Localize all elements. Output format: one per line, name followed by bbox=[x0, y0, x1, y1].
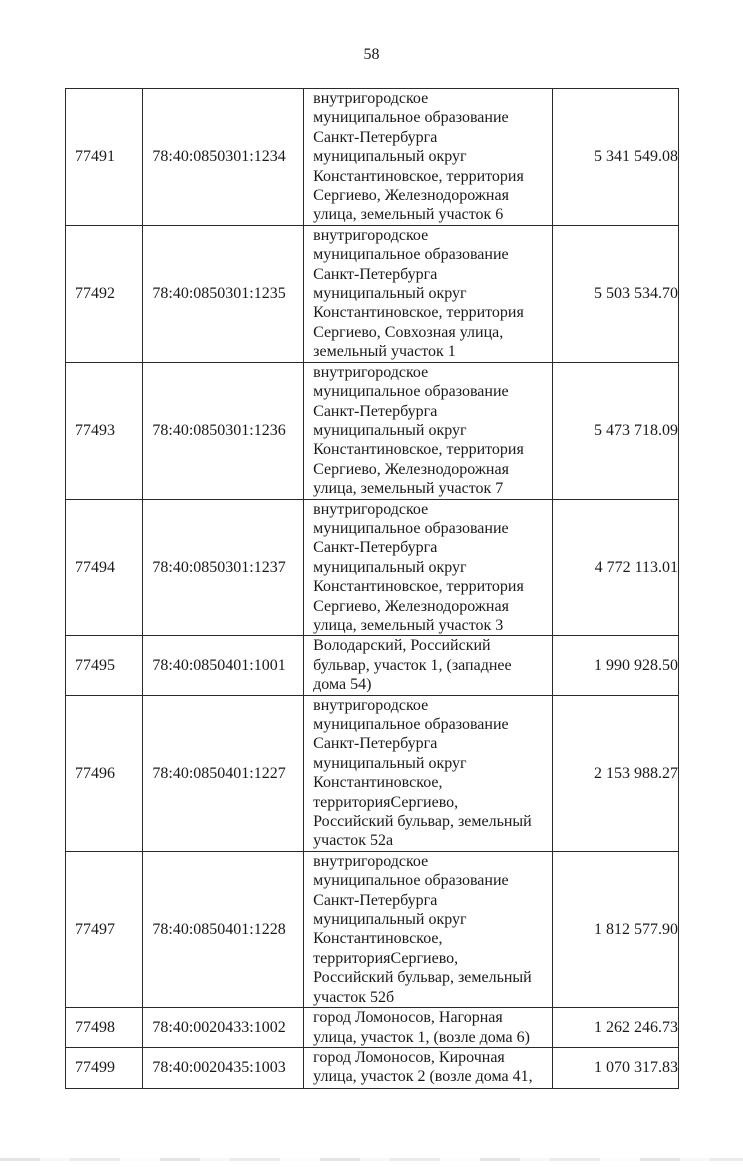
address-line: Сергиево, Железнодорожная bbox=[313, 187, 509, 205]
address-line: муниципальное образование bbox=[313, 519, 509, 537]
address-line: улица, земельный участок 6 bbox=[313, 206, 504, 224]
address-line: улица, участок 2 (возле дома 41, bbox=[313, 1068, 533, 1086]
table-row bbox=[66, 1047, 679, 1088]
table-row bbox=[66, 1008, 679, 1048]
scan-edge-artifact bbox=[0, 1158, 743, 1161]
address-line: муниципальный округ bbox=[313, 421, 467, 439]
address-cell bbox=[304, 695, 553, 851]
address-line: Константиновское, bbox=[313, 930, 443, 948]
address-cell bbox=[304, 499, 553, 636]
address-line: бульвар, участок 1, (западнее bbox=[313, 656, 512, 674]
address-line: муниципальный округ bbox=[313, 558, 467, 576]
address-line: муниципальное образование bbox=[313, 716, 509, 733]
address-line: Сергиево, Совхозная улица, bbox=[313, 323, 504, 341]
cadastral-number: 78:40:0850401:1001 bbox=[143, 636, 304, 695]
address-line: Сергиево, Железнодорожная bbox=[313, 460, 509, 478]
cadastral-number: 78:40:0850401:1228 bbox=[143, 851, 304, 1007]
page-number: 58 bbox=[363, 46, 380, 63]
address-line: Сергиево, Железнодорожная bbox=[313, 597, 509, 615]
address-line: внутригородское bbox=[313, 363, 429, 381]
address-line: земельный участок 1 bbox=[313, 343, 456, 361]
cadastral-value: 5 473 718.09 bbox=[553, 362, 679, 499]
address-line: муниципальное образование bbox=[313, 109, 509, 127]
table-row bbox=[66, 362, 679, 499]
address-line: улица, земельный участок 3 bbox=[313, 616, 504, 634]
address-line: Константиновское, территория bbox=[313, 304, 524, 322]
address-line: Константиновское, территория bbox=[313, 167, 524, 185]
row-number: 77493 bbox=[66, 362, 143, 499]
cadastral-value: 4 772 113.01 bbox=[553, 499, 679, 636]
address-cell bbox=[304, 636, 553, 695]
cadastral-value: 2 153 988.27 bbox=[553, 695, 679, 851]
address-line: муниципальное образование bbox=[313, 872, 509, 890]
address-line: участок 52а bbox=[313, 832, 394, 850]
address-line: внутригородское bbox=[313, 500, 429, 518]
row-number: 77496 bbox=[66, 695, 143, 851]
address-line: Российский бульвар, земельный bbox=[313, 969, 532, 987]
address-line: муниципальный округ bbox=[313, 754, 467, 772]
address-line: город Ломоносов, Нагорная bbox=[313, 1009, 503, 1027]
address-line: участок 52б bbox=[313, 988, 395, 1006]
cadastral-number: 78:40:0850301:1237 bbox=[143, 499, 304, 636]
address-line: Константиновское, bbox=[313, 774, 443, 792]
cadastral-number: 78:40:0020433:1002 bbox=[143, 1008, 304, 1048]
table-body bbox=[66, 89, 679, 1089]
address-cell bbox=[304, 362, 553, 499]
cadastral-value: 1 070 317.83 bbox=[553, 1047, 679, 1088]
row-number: 77491 bbox=[66, 89, 143, 226]
address-line: внутригородское bbox=[313, 90, 429, 107]
address-line: внутригородское bbox=[313, 852, 429, 870]
row-number: 77497 bbox=[66, 851, 143, 1007]
address-line: Санкт-Петербурга bbox=[313, 128, 438, 146]
address-line: территорияСергиево, bbox=[313, 949, 459, 967]
cadastral-value: 5 341 549.08 bbox=[553, 89, 679, 226]
address-line: муниципальное образование bbox=[313, 246, 509, 264]
address-cell bbox=[304, 89, 553, 226]
table-row bbox=[66, 499, 679, 636]
cadastral-value: 1 812 577.90 bbox=[553, 851, 679, 1007]
address-cell bbox=[304, 851, 553, 1007]
cadastral-number: 78:40:0850301:1236 bbox=[143, 362, 304, 499]
cadastral-value: 1 262 246.73 bbox=[553, 1008, 679, 1048]
table-row bbox=[66, 89, 679, 226]
address-line: Константиновское, территория bbox=[313, 441, 524, 459]
land-plots-table bbox=[65, 88, 679, 1089]
address-line: территорияСергиево, bbox=[313, 793, 459, 811]
table-row bbox=[66, 636, 679, 695]
address-line: муниципальный округ bbox=[313, 911, 467, 929]
table-row bbox=[66, 225, 679, 362]
address-line: Санкт-Петербурга bbox=[313, 891, 438, 909]
cadastral-number: 78:40:0020435:1003 bbox=[143, 1047, 304, 1088]
address-line: город Ломоносов, Кирочная bbox=[313, 1048, 505, 1066]
address-line: дома 54) bbox=[313, 676, 372, 694]
address-line: муниципальный округ bbox=[313, 148, 467, 166]
address-cell bbox=[304, 1008, 553, 1048]
address-cell bbox=[304, 225, 553, 362]
row-number: 77495 bbox=[66, 636, 143, 695]
cadastral-value: 5 503 534.70 bbox=[553, 225, 679, 362]
address-line: Володарский, Российский bbox=[313, 637, 491, 655]
address-line: муниципальное образование bbox=[313, 383, 509, 401]
address-cell bbox=[304, 1047, 553, 1088]
row-number: 77492 bbox=[66, 225, 143, 362]
row-number: 77499 bbox=[66, 1047, 143, 1088]
address-line: внутригородское bbox=[313, 696, 429, 714]
table-row bbox=[66, 695, 679, 851]
address-line: улица, земельный участок 7 bbox=[313, 480, 504, 498]
row-number: 77498 bbox=[66, 1008, 143, 1048]
address-line: муниципальный округ bbox=[313, 285, 467, 303]
cadastral-value: 1 990 928.50 bbox=[553, 636, 679, 695]
address-line: Константиновское, территория bbox=[313, 578, 524, 596]
cadastral-number: 78:40:0850401:1227 bbox=[143, 695, 304, 851]
address-line: Санкт-Петербурга bbox=[313, 539, 438, 557]
table-row bbox=[66, 851, 679, 1007]
address-line: внутригородское bbox=[313, 226, 429, 244]
address-line: улица, участок 1, (возле дома 6) bbox=[313, 1028, 530, 1046]
cadastral-number: 78:40:0850301:1234 bbox=[143, 89, 304, 226]
address-line: Санкт-Петербурга bbox=[313, 735, 438, 753]
address-line: Российский бульвар, земельный bbox=[313, 813, 532, 831]
cadastral-number: 78:40:0850301:1235 bbox=[143, 225, 304, 362]
address-line: Санкт-Петербурга bbox=[313, 402, 438, 420]
address-line: Санкт-Петербурга bbox=[313, 265, 438, 283]
row-number: 77494 bbox=[66, 499, 143, 636]
